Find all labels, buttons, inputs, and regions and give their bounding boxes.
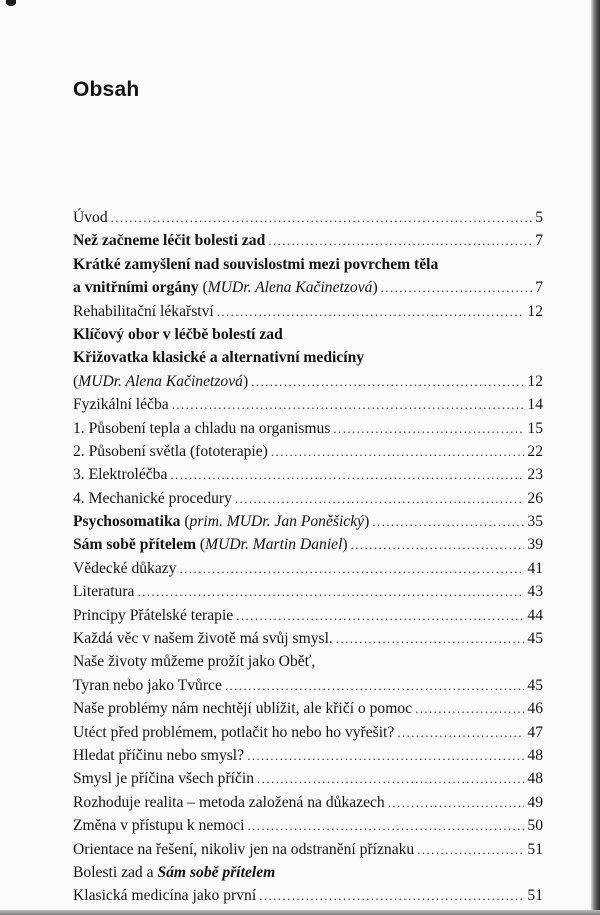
toc-entry-text: Naše životy můžeme prožít jako Oběť, xyxy=(73,653,316,671)
toc-entry xyxy=(73,861,543,884)
toc-page-number: 26 xyxy=(527,489,543,507)
dot-leader xyxy=(268,229,532,252)
toc-entry-text: Křižovatka klasické a alternativní medicíny xyxy=(73,349,365,367)
dot-leader xyxy=(336,627,525,650)
toc-entry-text: ( xyxy=(196,536,206,554)
toc-entry xyxy=(73,814,543,837)
toc-entry xyxy=(73,533,543,556)
toc-entry-title xyxy=(73,838,414,861)
toc-entry-title xyxy=(73,300,214,323)
toc-page-number: 41 xyxy=(527,559,543,577)
toc-entry-text: Utéct před problémem, potlačit ho nebo ho vyřešit? xyxy=(73,723,395,741)
toc-entry xyxy=(73,370,543,393)
dot-leader xyxy=(225,674,525,697)
page-title: Obsah xyxy=(73,78,140,101)
toc-entry-title xyxy=(73,206,108,229)
toc-entry-title xyxy=(73,440,268,463)
dot-leader xyxy=(271,440,525,463)
toc-page-number: 45 xyxy=(527,676,543,694)
toc-entry-text: ( xyxy=(73,372,79,390)
toc-entry-title xyxy=(73,721,394,744)
toc-entry-title xyxy=(73,697,412,720)
dot-leader xyxy=(372,510,524,533)
toc-entry-text: Orientace na řešení, nikoliv jen na odstranění příznaku xyxy=(73,840,415,858)
toc-page-number: 51 xyxy=(527,840,543,858)
toc-entry-title xyxy=(73,557,176,580)
toc-entry-title xyxy=(73,346,364,369)
toc-entry-text: Rozhoduje realita – metoda založená na důkazech xyxy=(73,793,385,811)
toc-page-number: 35 xyxy=(527,513,543,531)
toc-entry-text: Klíčový obor v léčbě bolestí zad xyxy=(73,325,283,343)
toc-entry xyxy=(73,838,543,861)
dot-leader xyxy=(217,300,525,323)
toc-entry-text: Fyzikální léčba xyxy=(73,396,169,414)
toc-entry-text: ( xyxy=(180,513,190,531)
toc-entry-title xyxy=(73,510,369,533)
dot-leader xyxy=(251,370,524,393)
toc-entry-text: Úvod xyxy=(73,209,108,226)
toc-page-number: 48 xyxy=(527,770,543,788)
toc-entry-title xyxy=(73,627,333,650)
page-edge-shadow xyxy=(591,0,600,915)
dot-leader xyxy=(247,744,524,767)
toc-entry-title xyxy=(73,650,315,673)
toc-entry xyxy=(73,487,543,510)
toc-entry-text: ) xyxy=(342,536,348,554)
dot-leader xyxy=(415,697,524,720)
toc-entry-title xyxy=(73,229,265,252)
toc-entry-text: ) xyxy=(242,372,249,390)
toc-entry xyxy=(73,229,543,252)
toc-page-number: 48 xyxy=(527,746,543,764)
toc-entry-text: Rehabilitační lékařství xyxy=(73,302,214,320)
toc-entry-text: a vnitřními orgány xyxy=(73,279,199,297)
toc-entry-text: Naše problémy nám nechtějí ublížit, ale křičí o pomoc xyxy=(73,700,413,718)
toc-entry xyxy=(73,744,543,767)
toc-entry-text: ( xyxy=(198,279,208,297)
toc-entry-title xyxy=(73,674,222,697)
toc-entry-text: 4. Mechanické procedury xyxy=(73,489,232,507)
toc-entry-text: ) xyxy=(364,513,370,531)
toc-entry-text: Každá věc v našem životě má svůj smysl. xyxy=(73,630,333,648)
toc-entry-text: Než začneme léčit bolesti zad xyxy=(73,232,266,250)
toc-entry-text: Sám sobě přítelem xyxy=(157,863,276,881)
toc-entry xyxy=(73,300,543,323)
toc-entry xyxy=(73,463,543,486)
toc-entry-title xyxy=(73,370,248,393)
toc-page-number: 12 xyxy=(527,372,543,390)
toc-page-number: 7 xyxy=(535,279,543,297)
toc-entry xyxy=(73,697,543,720)
toc-entry xyxy=(73,440,543,463)
dot-leader xyxy=(397,721,524,744)
toc-entry-text: Hledat příčinu nebo smysl? xyxy=(73,746,245,764)
toc-page-number: 14 xyxy=(527,396,543,414)
dot-leader xyxy=(172,393,525,416)
dot-leader xyxy=(388,791,525,814)
toc-page-number: 49 xyxy=(527,793,543,811)
toc-entry-title xyxy=(73,767,254,790)
dot-leader xyxy=(333,417,524,440)
dot-leader xyxy=(257,767,524,790)
toc-entry xyxy=(73,580,543,603)
toc-entry-text: Vědecké důkazy xyxy=(73,559,177,577)
toc-entry-text: Psychosomatika xyxy=(73,513,181,531)
toc-page-number: 15 xyxy=(527,419,543,437)
toc-entry-text: MUDr. Alena Kačinetzová xyxy=(78,372,243,390)
toc-page-number: 22 xyxy=(527,442,543,460)
toc-entry-text: Změna v přístupu k nemoci xyxy=(73,817,245,835)
toc-entry-text: Klasická medicína jako první xyxy=(73,887,257,905)
toc-entry-text: Smysl je příčina všech příčin xyxy=(73,770,255,788)
toc-entry-title xyxy=(73,814,245,837)
toc-entry-title xyxy=(73,276,378,299)
toc-page-number: 5 xyxy=(535,209,543,226)
toc-entry xyxy=(73,253,543,276)
toc-entry xyxy=(73,650,543,673)
toc-entry xyxy=(73,557,543,580)
toc-entry xyxy=(73,417,543,440)
dot-leader xyxy=(248,814,525,837)
toc-entry xyxy=(73,323,543,346)
dot-leader xyxy=(259,884,524,907)
toc-entry-text: Literatura xyxy=(73,583,135,601)
toc-entry-text: Principy Přátelské terapie xyxy=(73,606,234,624)
toc-entry-text: Sám sobě přítelem xyxy=(73,536,196,554)
dot-leader xyxy=(111,206,533,229)
toc-entry-title xyxy=(73,884,256,907)
toc-entry-text: prim. MUDr. Jan Poněšický xyxy=(189,513,365,531)
toc-entry-text: MUDr. Martin Daniel xyxy=(205,536,343,554)
toc-entry xyxy=(73,346,543,369)
toc-page-number: 51 xyxy=(527,887,543,905)
page-corner-mark xyxy=(6,0,16,6)
toc-entry-text: 2. Působení světla (fototerapie) xyxy=(73,442,268,460)
toc-entry xyxy=(73,276,543,299)
table-of-contents xyxy=(73,206,543,908)
toc-entry-title xyxy=(73,253,438,276)
toc-entry-title xyxy=(73,604,233,627)
dot-leader xyxy=(235,487,525,510)
toc-entry-title xyxy=(73,580,134,603)
dot-leader xyxy=(351,533,525,556)
toc-entry-title xyxy=(73,791,385,814)
toc-entry-title xyxy=(73,463,167,486)
toc-page-number: 23 xyxy=(527,466,543,484)
dot-leader xyxy=(170,463,524,486)
toc-page-number: 46 xyxy=(527,700,543,718)
toc-entry-text: Krátké zamyšlení nad souvislostmi mezi povrchem těla xyxy=(73,255,439,273)
dot-leader xyxy=(236,604,524,627)
toc-entry-title xyxy=(73,487,232,510)
toc-entry xyxy=(73,791,543,814)
toc-entry xyxy=(73,206,543,229)
toc-page-number: 12 xyxy=(527,302,543,320)
dot-leader xyxy=(137,580,524,603)
toc-entry xyxy=(73,627,543,650)
toc-page-number: 47 xyxy=(527,723,543,741)
toc-entry xyxy=(73,674,543,697)
toc-entry-text: Bolesti zad a xyxy=(73,863,158,881)
toc-entry xyxy=(73,767,543,790)
toc-entry xyxy=(73,721,543,744)
toc-page-number: 45 xyxy=(527,630,543,648)
toc-entry-text: 1. Působení tepla a chladu na organismus xyxy=(73,419,331,437)
toc-page-number: 50 xyxy=(527,817,543,835)
toc-entry xyxy=(73,604,543,627)
toc-page-number: 43 xyxy=(527,583,543,601)
toc-page-number: 39 xyxy=(527,536,543,554)
toc-entry-title xyxy=(73,744,244,767)
toc-entry-title xyxy=(73,533,348,556)
page-bottom-edge xyxy=(0,910,600,915)
toc-entry-text: MUDr. Alena Kačinetzová xyxy=(207,279,373,297)
toc-entry-title xyxy=(73,323,283,346)
toc-entry-title xyxy=(73,417,330,440)
dot-leader xyxy=(381,276,533,299)
toc-entry-text: 3. Elektroléčba xyxy=(73,466,168,484)
dot-leader xyxy=(417,838,524,861)
toc-entry xyxy=(73,884,543,907)
toc-entry-text: ) xyxy=(372,279,378,297)
toc-page-number: 44 xyxy=(527,606,543,624)
toc-page-number: 7 xyxy=(535,232,543,250)
toc-entry-title xyxy=(73,861,275,884)
toc-entry-title xyxy=(73,393,169,416)
dot-leader xyxy=(179,557,524,580)
toc-entry xyxy=(73,393,543,416)
toc-entry xyxy=(73,510,543,533)
toc-entry-text: Tyran nebo jako Tvůrce xyxy=(73,676,222,694)
